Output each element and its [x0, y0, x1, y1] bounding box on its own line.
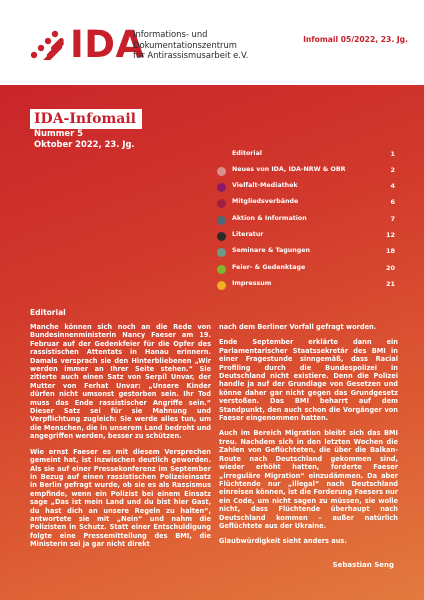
title-box [30, 109, 142, 129]
section-color-dot-icon [217, 167, 226, 176]
toc-item-page: 12 [385, 230, 395, 239]
section-color-dot-icon [217, 183, 226, 192]
editorial-paragraph: Ende September erklärte dann ein Parlamentarischer Staatssekretär des BMI in einer Fragestunde sinngemäß, dass Racial Profiling durch die Bundespolizei in Deutschland nicht existiere. Denn die Polizei handle ja auf der Grundlage von Gesetzen und könne daher gar nicht gegen das Grundgesetz verstoßen. Das BMI beharrt auf dem Standpunkt, den auch schon die Vorgänger von Faeser eingenommen hatten. [219, 338, 398, 423]
editorial-heading: Editorial [30, 308, 66, 317]
editorial-paragraph: Glaubwürdigkeit sieht anders aus. [219, 537, 347, 546]
toc-item-page: 2 [390, 165, 395, 174]
toc-item[interactable] [217, 245, 395, 261]
toc-item-label: Mitgliedsverbände [232, 198, 299, 206]
header [0, 0, 424, 85]
editorial-paragraph: Auch im Bereich Migration bleibt sich das BMI treu. Nachdem sich in den letzten Wochen die Zahlen von Geflüchteten, die über die Balkan-Route nach Deutschland gekommen sind, wieder erhöht hatten, forderte Faeser „irreguläre Migration“ einzudämmen. Da aber Flüchtende nur „illegal“ nach Deutschland einreisen können, ist die Forderung Faesers nur ein Code, um nicht sagen zu müssen, sie wolle nicht, dass Flüchtende überhaupt nach Deutschland kommen – außer natürlich Geflüchtete aus der Ukraine. [219, 429, 398, 530]
editorial-column-1 [30, 323, 211, 556]
org-name-line-1: Informations- und [133, 29, 208, 39]
organisation-name [133, 29, 248, 61]
editorial-paragraph: Manche können sich noch an die Rede von Bundesinnenministerin Nancy Faeser am 19. Februar auf der Gedenkfeier für die Opfer des rassistischen Attentats in Hanau erinnern. Damals versprach sie den Hinterbliebenen „Wir werden immer an Ihrer Seite stehen.“ Sie zitierte auch einen Satz von Serpil Unvar, der Mutter von Ferhat Unvar: „Unsere Kinder dürfen nicht umsonst gestorben sein. Ihr Tod muss das Ende rassistischer Angriffe sein.“ Dieser Satz sei für sie Mahnung und Verpflichtung zugleich: Sie werde alles tun, um die Menschen, die in unserem Land bedroht und angegriffen werden, besser zu schützen. [30, 323, 211, 441]
toc-item-page: 7 [390, 214, 395, 223]
toc-item[interactable] [217, 228, 395, 244]
section-color-dot-icon [217, 281, 226, 290]
section-color-dot-icon [217, 232, 226, 241]
toc-item-label: Literatur [232, 230, 264, 238]
issue-number: Nummer 5 [34, 128, 83, 138]
toc-item[interactable] [217, 147, 395, 163]
toc-item[interactable] [217, 212, 395, 228]
section-color-dot-icon [217, 248, 226, 257]
toc-item[interactable] [217, 196, 395, 212]
issue-date: Oktober 2022, 23. Jg. [34, 139, 135, 150]
toc-item[interactable] [217, 163, 395, 179]
ida-logo-text: IDA [70, 23, 145, 66]
toc-item-page: 4 [390, 182, 395, 191]
toc-item[interactable] [217, 180, 395, 196]
section-color-dot-icon [217, 265, 226, 274]
newsletter-title: IDA-Infomail [34, 111, 136, 127]
table-of-contents [217, 147, 395, 294]
toc-item-label: Editorial [232, 149, 262, 157]
toc-item-page: 20 [385, 263, 395, 272]
editorial-paragraph: Wie ernst Faeser es mit diesem Versprechen gemeint hat, ist inzwischen deutlich geworden. Als sie auf einer Pressekonferenz im September in Bezug auf einen rassistischen Polizeieinsatz in Berlin gefragt wurde, ob sie es als Rassismus empfinde, wenn ein Polizist bei einem Einsatz sage „Das ist mein Land und du bist hier Gast, du hast dich an unsere Regeln zu halten“, antwortete sie mit „Nein“ und nahm die Polizisten in Schutz. Statt einer Entschuldigung folgte eine Pressemitteilung des BMI, die Ministerin sei ja gar nicht direkt [30, 447, 211, 549]
editorial-column-2 [219, 323, 398, 553]
toc-item-label: Feier- & Gedenktage [232, 263, 306, 271]
editorial-paragraph: nach dem Berliner Vorfall gefragt worden. [219, 323, 377, 331]
toc-item[interactable] [217, 261, 395, 277]
org-name-line-2: Dokumentationszentrum [133, 39, 237, 50]
toc-item-label: Vielfalt-Mediathek [232, 182, 298, 190]
org-name-line-3: für Antirassismusarbeit e.V. [133, 50, 249, 61]
toc-item[interactable] [217, 277, 395, 293]
toc-item-page: 1 [390, 149, 395, 158]
toc-item-page: 6 [390, 198, 395, 207]
toc-item-page: 18 [385, 247, 395, 256]
ida-logo-stripes-icon [30, 28, 66, 60]
section-color-dot-icon [217, 199, 226, 208]
issue-info [34, 128, 135, 151]
toc-item-label: Aktion & Information [232, 214, 307, 222]
toc-item-label: Impressum [232, 279, 272, 287]
toc-item-label: Neues von IDA, IDA-NRW & OBR [232, 165, 346, 173]
toc-item-page: 21 [385, 279, 395, 288]
editorial-signature: Sebastian Seng [332, 561, 394, 569]
section-color-dot-icon [217, 216, 226, 225]
toc-item-label: Seminare & Tagungen [232, 247, 310, 255]
issue-header-label: Infomail 05/2022, 23. Jg. [303, 35, 408, 44]
